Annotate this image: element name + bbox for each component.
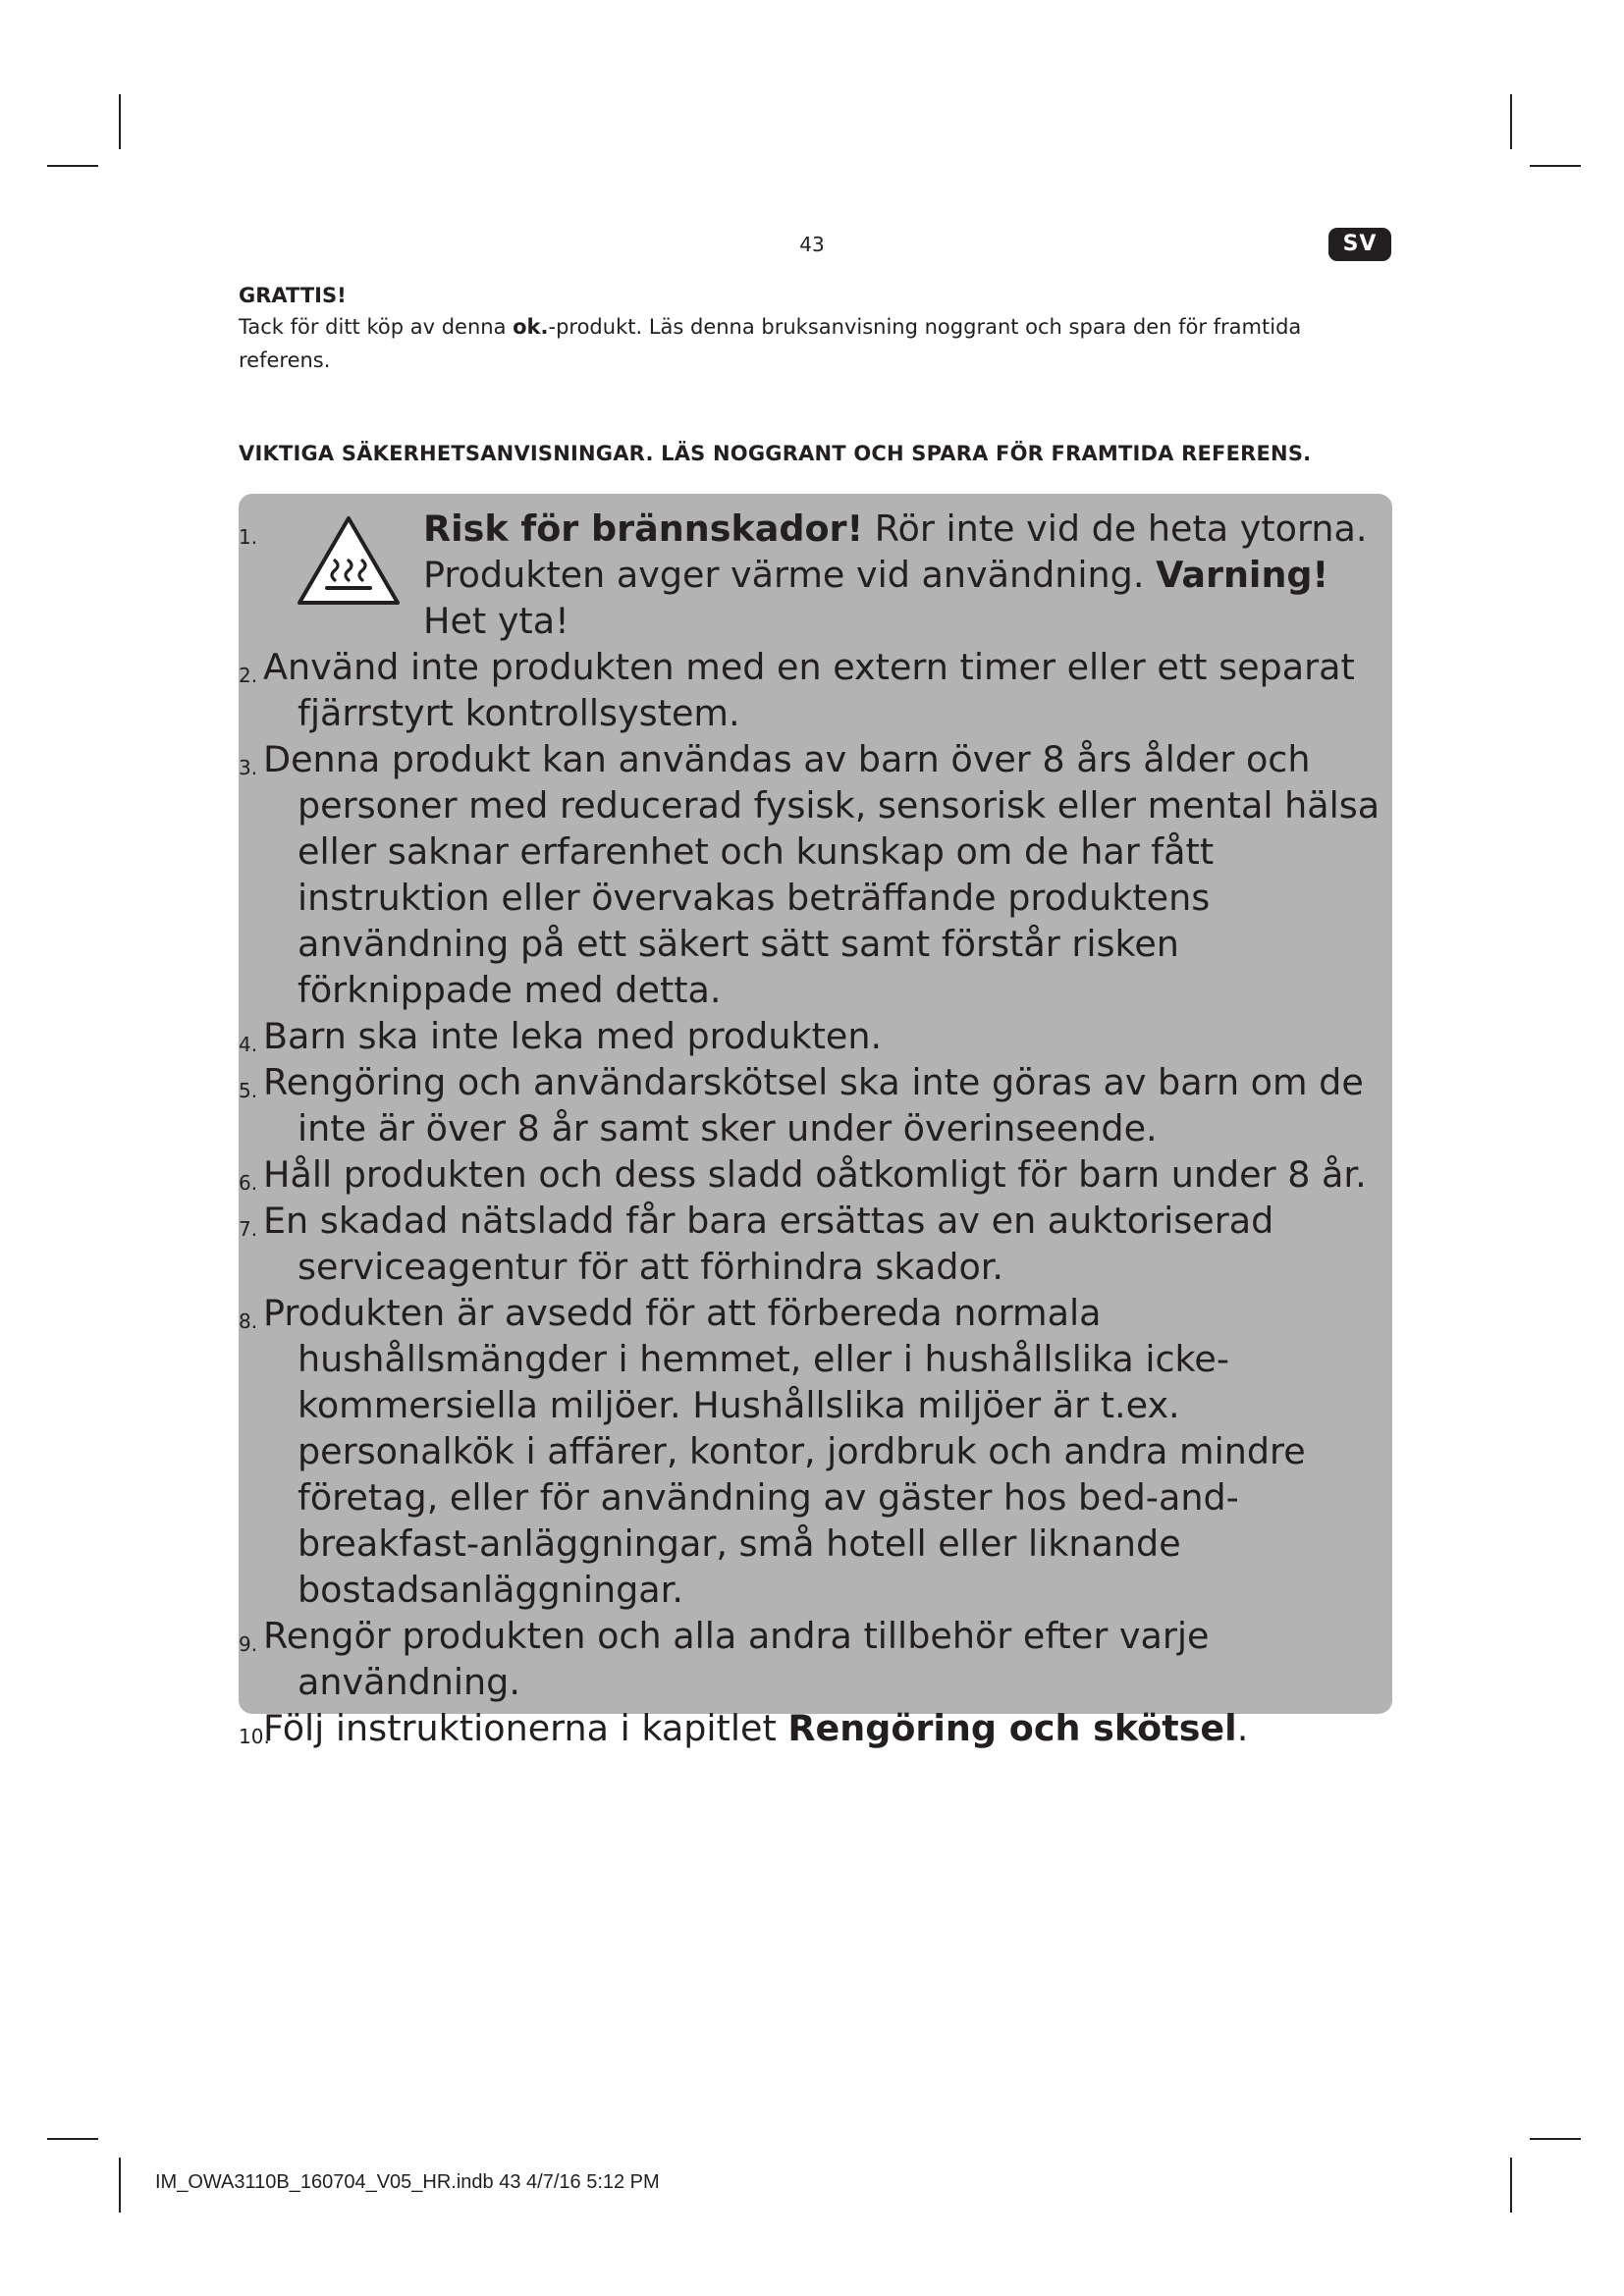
safety-item xyxy=(239,1290,1397,1613)
intro-section xyxy=(239,281,1397,377)
intro-text xyxy=(239,310,1397,377)
item-text-part: Rör inte vid de heta ytorna. Produkten avger värme vid användning. xyxy=(423,507,1368,596)
safety-item-text: Rengöring och användarskötsel ska inte göras av barn om de inte är över 8 år samt sker under överinseende. xyxy=(263,1061,1364,1149)
crop-mark xyxy=(1530,165,1581,167)
safety-item xyxy=(239,506,1397,644)
item-text-part: Följ instruktionerna i kapitlet xyxy=(263,1707,788,1749)
crop-mark xyxy=(1510,2158,1512,2213)
safety-heading: VIKTIGA SÄKERHETSANVISNINGAR. LÄS NOGGRANT OCH SPARA FÖR FRAMTIDA REFERENS. xyxy=(239,442,1312,465)
safety-item-text: Denna produkt kan användas av barn över 8 års ålder och personer med reducerad fysisk, sensorisk eller mental hälsa eller saknar erfarenhet och kunskap om de har fått instruktion eller övervakas beträffande produktens användning på ett säkert sätt samt förstår risken förknippade med detta. xyxy=(263,738,1380,1011)
brand-name: ok. xyxy=(513,315,549,339)
item-text-part: . xyxy=(1236,1707,1249,1749)
crop-mark xyxy=(1530,2138,1581,2140)
crop-mark xyxy=(47,165,98,167)
safety-item-text xyxy=(239,506,1397,644)
crop-mark xyxy=(47,2138,98,2140)
item-number: 3. xyxy=(239,756,258,779)
crop-mark xyxy=(119,94,121,149)
safety-item-text xyxy=(239,1705,1397,1751)
safety-instructions-box xyxy=(239,494,1392,1749)
safety-item-text: Använd inte produkten med en extern timer eller ett separat fjärrstyrt kontrollsystem. xyxy=(263,646,1355,734)
print-slug: IM_OWA3110B_160704_V05_HR.indb 43 4/7/16 5:12 PM xyxy=(155,2171,660,2193)
item-number: 2. xyxy=(239,664,258,687)
safety-item-text: Rengör produkten och alla andra tillbehör efter varje användning. xyxy=(263,1615,1210,1703)
safety-item xyxy=(239,644,1397,736)
safety-item xyxy=(239,1013,1397,1059)
chapter-reference: Rengöring och skötsel xyxy=(787,1707,1237,1749)
intro-title: GRATTIS! xyxy=(239,284,347,307)
safety-item xyxy=(239,1059,1397,1151)
burn-risk-label: Risk för brännskador! xyxy=(423,507,864,550)
item-number: 9. xyxy=(239,1632,258,1656)
item-number: 1. xyxy=(239,525,258,549)
item-number: 5. xyxy=(239,1079,258,1102)
safety-item-text: Barn ska inte leka med produkten. xyxy=(263,1015,883,1057)
safety-item xyxy=(239,736,1397,1013)
intro-text-part: -produkt. Läs denna bruksanvisning noggrant och spara den för framtida referens. xyxy=(239,315,1302,372)
item-number: 6. xyxy=(239,1171,258,1195)
crop-mark xyxy=(1510,94,1512,149)
item-text-part: Het yta! xyxy=(423,600,569,642)
safety-item-text: En skadad nätsladd får bara ersättas av en auktoriserad serviceagentur för att förhindra skador. xyxy=(263,1200,1274,1288)
safety-item xyxy=(239,1705,1397,1751)
item-number: 8. xyxy=(239,1309,258,1333)
safety-item xyxy=(239,1613,1397,1705)
item-number: 7. xyxy=(239,1217,258,1241)
item-number: 4. xyxy=(239,1033,258,1056)
item-number: 10. xyxy=(239,1725,270,1748)
crop-mark xyxy=(119,2158,121,2213)
safety-item xyxy=(239,1198,1397,1290)
safety-item xyxy=(239,1151,1397,1198)
safety-list xyxy=(239,494,1397,1749)
language-badge: SV xyxy=(1328,228,1391,261)
page-number: 43 xyxy=(799,233,825,256)
warning-label: Varning! xyxy=(1156,554,1329,596)
safety-item-text: Produkten är avsedd för att förbereda normala hushållsmängder i hemmet, eller i hushållslika icke-kommersiella miljöer. Hushållslika miljöer är t.ex. personalkök i affärer, kontor, jordbruk och andra mindre företag, eller för användning av gäster hos bed-and-breakfast-anläggningar, små hotell eller liknande bostadsanläggningar. xyxy=(263,1292,1306,1611)
hot-surface-warning-icon xyxy=(296,513,402,608)
intro-text-part: Tack för ditt köp av denna xyxy=(239,315,514,339)
safety-item-text: Håll produkten och dess sladd oåtkomligt för barn under 8 år. xyxy=(263,1153,1367,1196)
